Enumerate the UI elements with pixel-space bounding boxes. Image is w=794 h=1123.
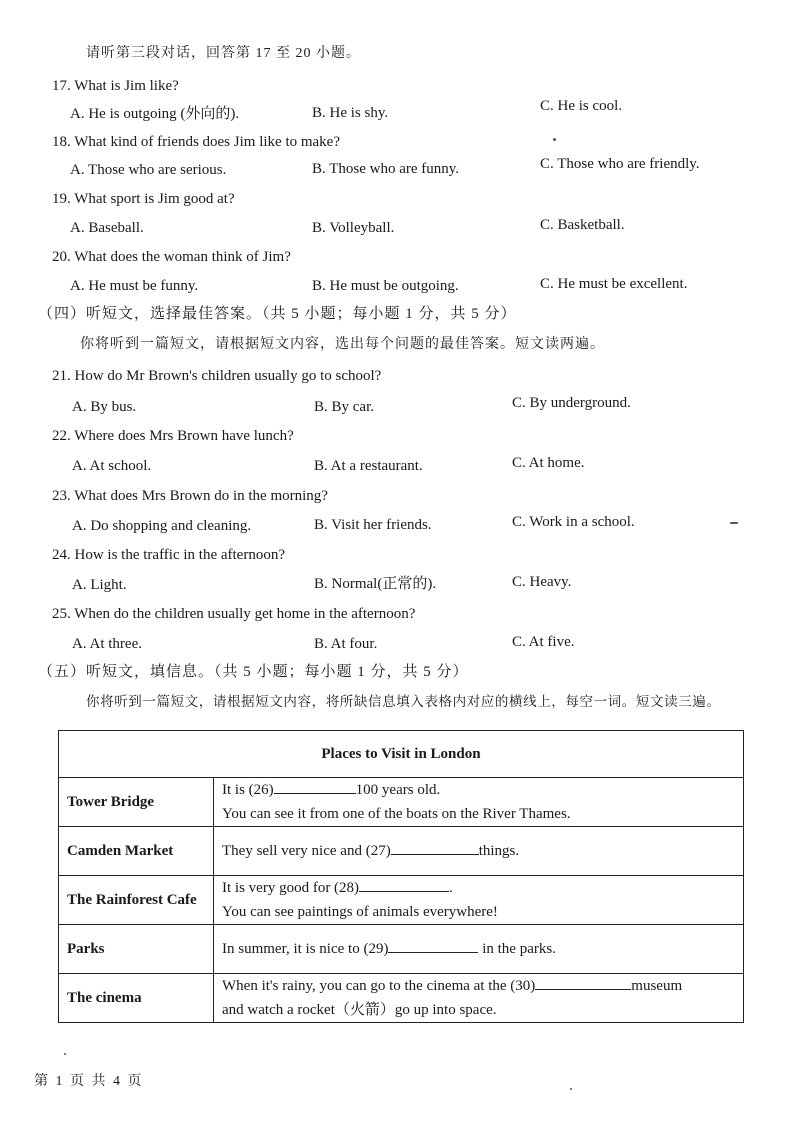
place-description <box>214 778 744 827</box>
question-17: 17. What is Jim like? <box>52 78 179 94</box>
place-name: Camden Market <box>59 827 214 876</box>
page-footer: 第 1 页 共 4 页 <box>34 1074 144 1089</box>
q18-option-c: C. Those who are friendly. <box>540 156 700 172</box>
row-29-text-a: In summer, it is nice to (29) <box>222 941 389 957</box>
row-30-text-a: When it's rainy, you can go to the cinema at the (30) <box>222 978 536 994</box>
row-30-text-b: museum <box>631 978 683 994</box>
table-row <box>59 925 744 974</box>
place-name: Parks <box>59 925 214 974</box>
question-23: 23. What does Mrs Brown do in the morning? <box>52 488 328 504</box>
part3-instruction: 请听第三段对话，回答第 17 至 20 小题。 <box>86 46 361 61</box>
question-22: 22. Where does Mrs Brown have lunch? <box>52 428 294 444</box>
place-name: The cinema <box>59 974 214 1023</box>
row-28-text-a: It is very good for (28) <box>222 880 360 896</box>
place-description <box>214 974 744 1023</box>
part5-title: （五）听短文，填信息。（共 5 小题；每小题 1 分，共 5 分） <box>38 664 469 680</box>
row-26-line2: You can see it from one of the boats on the River Thames. <box>222 806 571 822</box>
row-30-line2: and watch a rocket（火箭）go up into space. <box>222 1002 497 1018</box>
q19-option-a: A. Baseball. <box>70 220 144 236</box>
q21-option-b: B. By car. <box>314 399 374 415</box>
row-26-text-b: 100 years old. <box>355 782 441 798</box>
q21-option-a: A. By bus. <box>72 399 137 415</box>
row-27-text-a: They sell very nice and (27) <box>222 843 391 859</box>
question-18: 18. What kind of friends does Jim like to make? <box>52 134 340 150</box>
q22-option-c: C. At home. <box>512 455 585 471</box>
row-28-line2: You can see paintings of animals everywhere! <box>222 904 498 920</box>
q25-option-c: C. At five. <box>512 634 575 650</box>
question-20: 20. What does the woman think of Jim? <box>52 249 291 265</box>
q19-option-c: C. Basketball. <box>540 217 625 233</box>
blank-29[interactable] <box>388 938 478 953</box>
q17-option-c: C. He is cool. <box>540 98 623 114</box>
scan-speck <box>730 522 738 524</box>
q18-option-a: A. Those who are serious. <box>70 162 227 178</box>
table-row <box>59 778 744 827</box>
blank-26[interactable] <box>274 779 356 794</box>
place-name: The Rainforest Cafe <box>59 876 214 925</box>
q21-option-c: C. By underground. <box>512 395 631 411</box>
table-row <box>59 974 744 1023</box>
q23-option-b: B. Visit her friends. <box>314 517 432 533</box>
q23-option-a: A. Do shopping and cleaning. <box>72 518 252 534</box>
row-27-text-b: things. <box>478 843 520 859</box>
q17-option-a: A. He is outgoing (外向的). <box>70 106 240 122</box>
part4-instruction: 你将听到一篇短文，请根据短文内容，选出每个问题的最佳答案。短文读两遍。 <box>80 337 605 352</box>
part4-title: （四）听短文，选择最佳答案。（共 5 小题；每小题 1 分，共 5 分） <box>38 306 517 322</box>
q19-option-b: B. Volleyball. <box>312 220 395 236</box>
q24-option-a: A. Light. <box>72 577 127 593</box>
table-heading: Places to Visit in London <box>59 731 744 778</box>
q23-option-c: C. Work in a school. <box>512 514 635 530</box>
q24-option-b: B. Normal(正常的). <box>314 576 437 592</box>
scan-speck <box>570 1088 572 1090</box>
places-table <box>58 730 744 1023</box>
scan-speck <box>64 1053 66 1055</box>
q25-option-a: A. At three. <box>72 636 142 652</box>
question-25: 25. When do the children usually get home in the afternoon? <box>52 606 416 622</box>
q22-option-a: A. At school. <box>72 458 152 474</box>
place-description <box>214 827 744 876</box>
question-24: 24. How is the traffic in the afternoon? <box>52 547 285 563</box>
place-description <box>214 925 744 974</box>
table-row <box>59 876 744 925</box>
q24-option-c: C. Heavy. <box>512 574 572 590</box>
q17-option-b: B. He is shy. <box>312 105 389 121</box>
table-row <box>59 827 744 876</box>
question-21: 21. How do Mr Brown's children usually go to school? <box>52 368 382 384</box>
place-name: Tower Bridge <box>59 778 214 827</box>
q18-option-b: B. Those who are funny. <box>312 161 460 177</box>
q20-option-c: C. He must be excellent. <box>540 276 688 292</box>
row-29-text-b: in the parks. <box>478 941 556 957</box>
q20-option-a: A. He must be funny. <box>70 278 199 294</box>
row-26-text-a: It is (26) <box>222 782 274 798</box>
question-19: 19. What sport is Jim good at? <box>52 191 235 207</box>
blank-30[interactable] <box>535 975 631 990</box>
q22-option-b: B. At a restaurant. <box>314 458 423 474</box>
part5-instruction: 你将听到一篇短文，请根据短文内容，将所缺信息填入表格内对应的横线上，每空一词。短文读三遍。 <box>86 694 721 709</box>
scan-speck <box>553 138 556 141</box>
blank-27[interactable] <box>391 840 479 855</box>
row-28-text-b: . <box>449 880 453 896</box>
blank-28[interactable] <box>359 877 449 892</box>
q20-option-b: B. He must be outgoing. <box>312 278 459 294</box>
place-description <box>214 876 744 925</box>
q25-option-b: B. At four. <box>314 636 378 652</box>
